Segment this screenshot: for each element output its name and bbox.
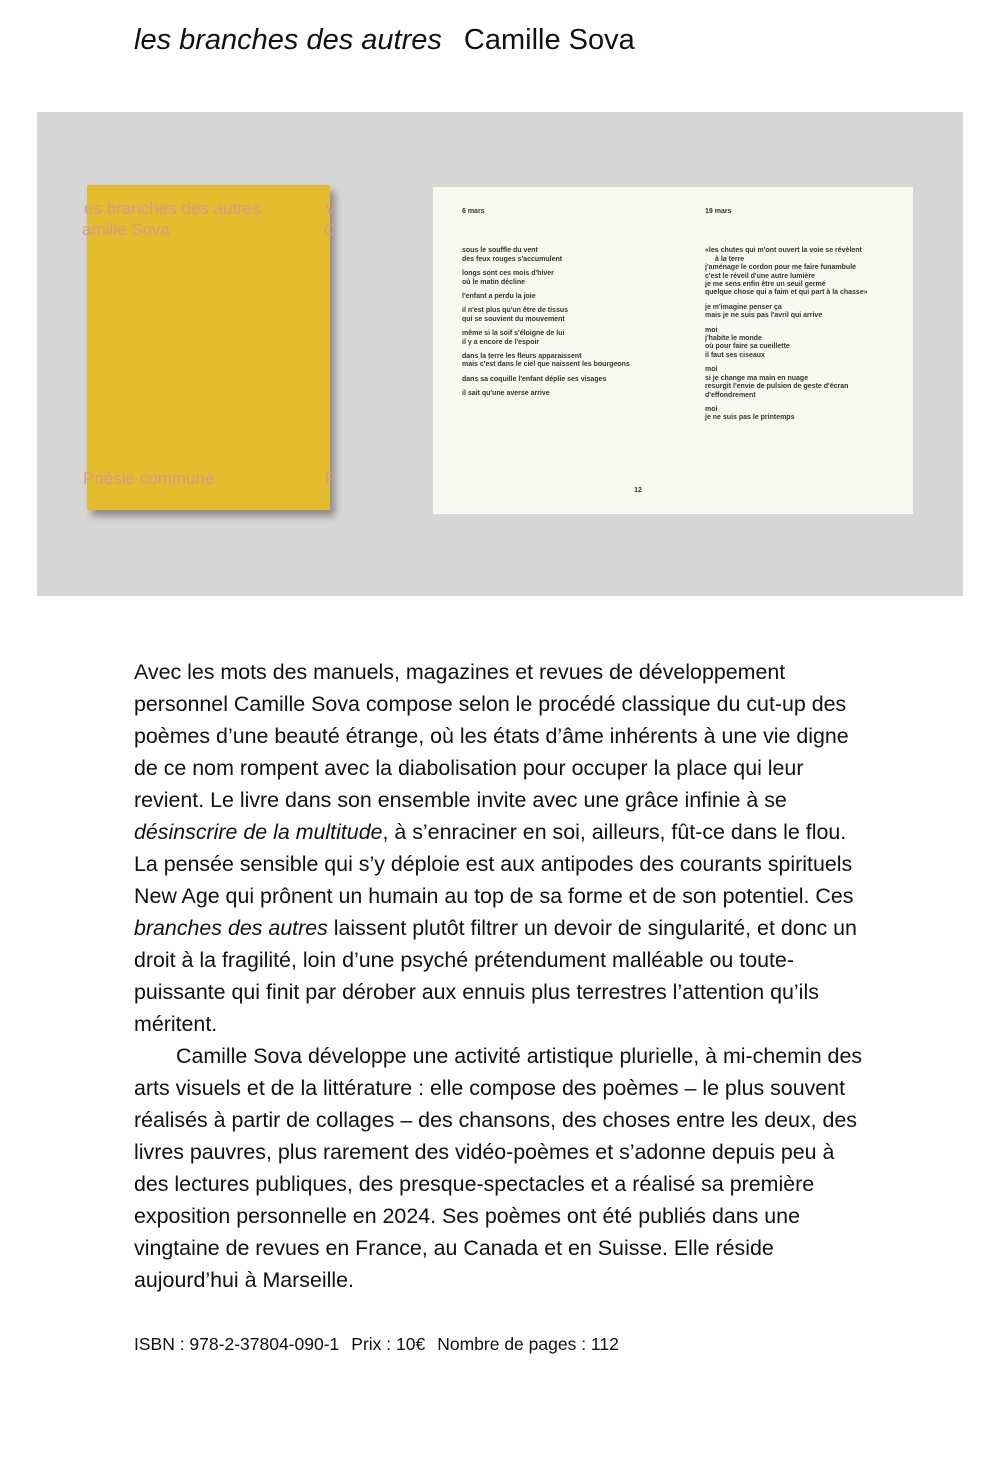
poem-line: où pour faire sa cueillette xyxy=(705,343,790,351)
left-stanza xyxy=(462,376,672,384)
left-stanza xyxy=(462,307,672,324)
poem-line: d'effondrement xyxy=(705,391,756,399)
poem-line: longs sont ces mois d'hiver xyxy=(462,270,554,278)
cover-bleed-collection: P xyxy=(324,469,336,488)
poem-line: «les chutes qui m'ont ouvert la voie se révèlent xyxy=(705,247,862,255)
left-page-date: 6 mars xyxy=(462,208,485,215)
poem-line: il n'est plus qu'un être de tissus xyxy=(462,307,569,315)
poem-line: j'aménage le cordon pour me faire funambule xyxy=(705,264,857,272)
left-page-poem xyxy=(462,247,672,398)
poem-line: mais c'est dans le ciel que naissent les bourgeons xyxy=(462,361,630,369)
cover-bleed-author: C xyxy=(323,220,336,239)
right-page xyxy=(705,208,905,429)
poem-line: il y a encore de l'espoir xyxy=(462,338,540,346)
description-emphasis-2: branches des autres xyxy=(134,916,328,940)
poem-line: si je change ma main en nuage xyxy=(705,374,809,382)
right-stanza xyxy=(705,366,905,400)
right-stanza xyxy=(705,247,905,297)
page-header xyxy=(134,22,635,58)
price: Prix : 10€ xyxy=(351,1334,426,1354)
book-title: les branches des autres xyxy=(134,24,442,56)
left-stanza xyxy=(462,390,672,398)
description-paragraph-2: Camille Sova développe une activité artistique plurielle, à mi-chemin des arts visuels et de la littérature : elle compose des poèmes – le plus souvent réalisés à partir de collages – des chansons, des choses entre les deux, des livres pauvres, plus rarement des vidéo-poèmes et s’adonne depuis peu à des lectures publiques, des presque-spectacles et a réalisé sa première exposition personnelle en 2024. Ses poèmes ont été publiés dans une vingtaine de revues en France, au Canada et en Suisse. Elle réside aujourd’hui à Marseille. xyxy=(134,1044,863,1292)
poem-line: il faut ses ciseaux xyxy=(705,351,765,359)
poem-line: dans sa coquille l'enfant déplie ses visages xyxy=(462,375,607,383)
cover-author: amille Sova xyxy=(82,220,170,239)
poem-line: à la terre xyxy=(715,255,745,263)
left-stanza xyxy=(462,293,672,301)
left-stanza xyxy=(462,353,672,370)
poem-line: mais je ne suis pas l'avril qui arrive xyxy=(705,312,823,320)
right-page-date: 19 mars xyxy=(705,208,732,215)
description-paragraph-1: Avec les mots des manuels, magazines et revues de développement personnel Camille Sova compose selon le procédé classique du cut-up des poèmes d’une beauté étrange, où les états d’âme inhérents à une vie digne de ce nom rompent avec la diabolisation pour occuper la place qui leur revient. Le livre dans son ensemble invite avec une grâce infinie à se désinscrire de la multitude, à s’enraciner en soi, ailleurs, fût-ce dans le flou. La pensée sensible qui s’y déploie est aux antipodes des courants spirituels New Age qui prônent un humain au top de sa forme et de son potentiel. Ces branches des autres laissent plutôt filtrer un devoir de singularité, et donc un droit à la fragilité, loin d’une psyché prétendument malléable ou toute-puissante qui finit par dérober aux ennuis plus terrestres l’attention qu’ils méritent. xyxy=(134,660,857,1036)
page-number: 12 xyxy=(634,487,642,494)
page-count: Nombre de pages : 112 xyxy=(437,1334,619,1354)
right-page-poem xyxy=(705,247,905,422)
left-stanza xyxy=(462,247,672,264)
right-stanza xyxy=(705,406,905,423)
poem-line: c'est le réveil d'une autre lumière xyxy=(705,272,815,280)
poem-line: quelque chose qui a faim et qui part à la chasse» xyxy=(705,289,868,297)
poem-line: il sait qu'une averse arrive xyxy=(462,390,550,398)
poem-line: dans la terre les fleurs apparaissent xyxy=(462,353,582,361)
book-author: Camille Sova xyxy=(463,24,635,56)
poem-line: l'enfant a perdu la joie xyxy=(462,293,536,301)
poem-line: où le matin décline xyxy=(462,278,526,286)
description-emphasis-1: désinscrire de la multitude xyxy=(134,820,383,844)
poem-line: moi xyxy=(705,326,718,334)
poem-line: des feux rouges s'accumulent xyxy=(462,255,563,263)
poem-line: resurgit l'envie de pulsion de geste d'écran xyxy=(705,383,849,391)
cover-bleed-title: V xyxy=(324,199,336,218)
right-stanza xyxy=(705,304,905,321)
poem-line: même si la soif s'éloigne de lui xyxy=(462,330,565,338)
poem-line: moi xyxy=(705,366,718,374)
cover-collection: Poésie commune xyxy=(83,469,215,488)
book-showcase xyxy=(37,112,963,596)
poem-line: j'habite le monde xyxy=(705,335,762,343)
book-description xyxy=(134,656,874,1296)
left-page xyxy=(462,208,672,405)
right-stanza xyxy=(705,327,905,361)
poem-line: qui se souvient du mouvement xyxy=(462,315,565,323)
left-stanza xyxy=(462,330,672,347)
poem-line: moi xyxy=(705,405,718,413)
page-spread-image xyxy=(433,187,913,514)
cover-title: es branches des autres xyxy=(84,199,261,218)
book-metadata xyxy=(134,1332,631,1356)
poem-line: je me sens enfin être un seuil germé xyxy=(705,281,826,289)
isbn: ISBN : 978-2-37804-090-1 xyxy=(134,1334,340,1354)
book-cover-image xyxy=(82,185,336,510)
poem-line: sous le souffle du vent xyxy=(462,247,538,255)
poem-line: je ne suis pas le printemps xyxy=(705,414,795,422)
poem-line: je m'imagine penser ça xyxy=(705,303,782,311)
left-stanza xyxy=(462,270,672,287)
